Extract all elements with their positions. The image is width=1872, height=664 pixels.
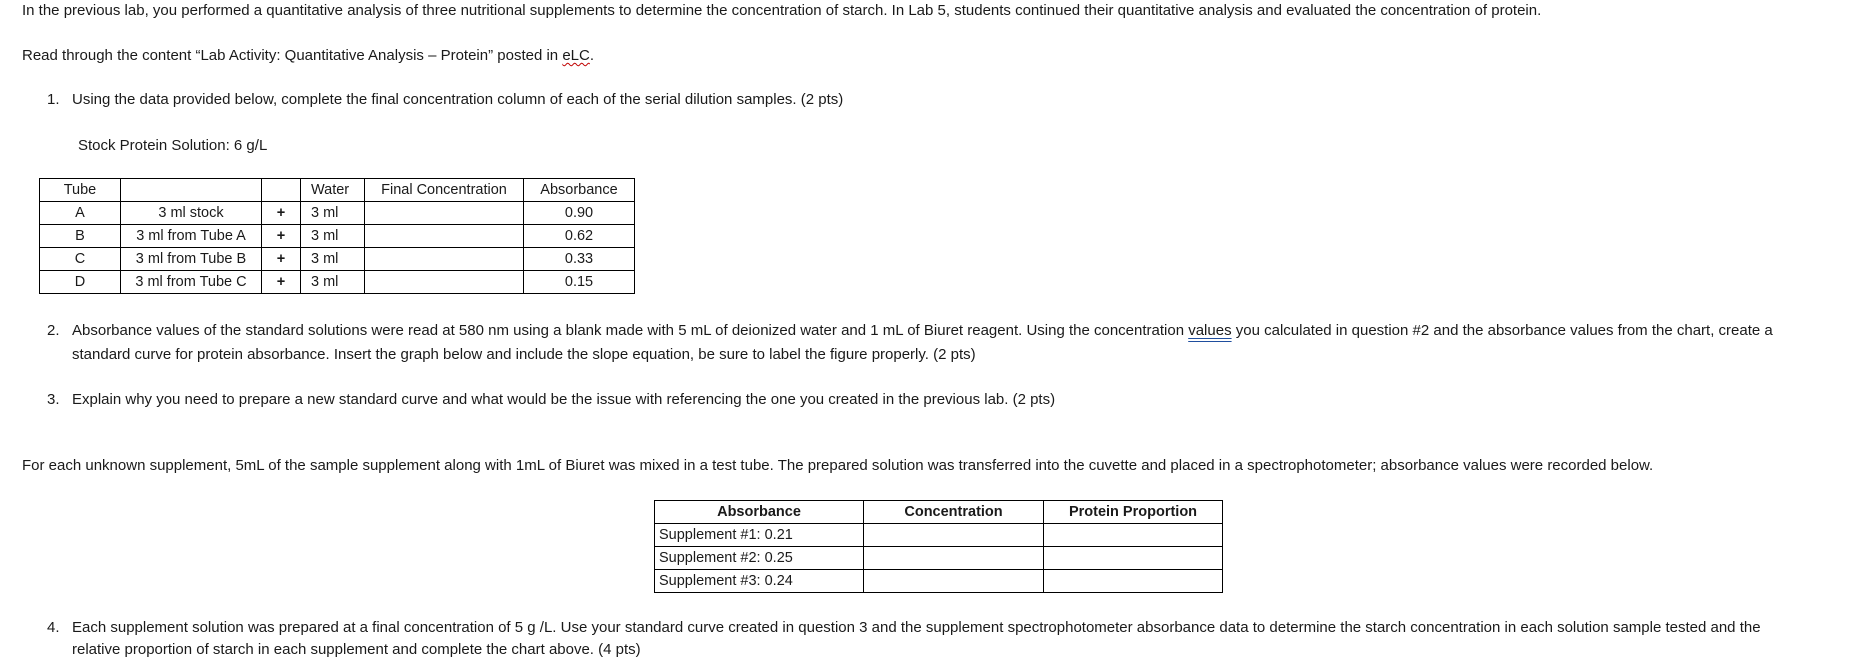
question-2-text-a: Absorbance values of the standard solutions were read at 580 nm using a blank made with 5 mL of deionized water and 1 mL of Biuret reagent. Using the concentration [72, 322, 1189, 339]
final-concentration-cell[interactable] [365, 225, 524, 248]
tube-cell: C [40, 248, 121, 271]
tube-cell: D [40, 271, 121, 294]
header-absorbance: Absorbance [524, 179, 635, 202]
final-concentration-cell[interactable] [365, 271, 524, 294]
question-4 [47, 616, 1847, 664]
supplement-table-header [655, 501, 1223, 524]
volume-cell: 3 ml stock [121, 202, 262, 225]
plus-cell: + [262, 271, 301, 294]
supplement-absorbance-cell: Supplement #2: 0.25 [655, 547, 864, 570]
volume-cell: 3 ml from Tube B [121, 248, 262, 271]
water-cell: 3 ml [301, 225, 365, 248]
table-row [40, 248, 635, 271]
table-row [40, 271, 635, 294]
table-row [655, 524, 1223, 547]
question-4-number: 4. [47, 619, 60, 636]
header-final-concentration: Final Concentration [365, 179, 524, 202]
plus-cell: + [262, 248, 301, 271]
volume-cell: 3 ml from Tube A [121, 225, 262, 248]
supplement-concentration-cell[interactable] [864, 524, 1044, 547]
read-through-text: Read through the content “Lab Activity: Quantitative Analysis – Protein” posted in [22, 47, 563, 64]
supplement-absorbance-cell: Supplement #3: 0.24 [655, 570, 864, 593]
read-through-paragraph [22, 46, 594, 66]
supplement-proportion-cell[interactable] [1044, 570, 1223, 593]
question-2-line-2: standard curve for protein absorbance. Insert the graph below and include the slope equation, be sure to label the figure properly. (2 pts) [72, 346, 976, 363]
question-2-number: 2. [47, 322, 60, 339]
elc-link-text: eLC [562, 47, 590, 64]
question-3 [47, 388, 1847, 412]
question-2-text-b: you calculated in question #2 and the absorbance values from the chart, create a [1231, 322, 1773, 339]
table-row [40, 225, 635, 248]
supplement-intro-paragraph: For each unknown supplement, 5mL of the sample supplement along with 1mL of Biuret was mixed in a test tube. The prepared solution was transferred into the cuvette and placed in a spectrophotometer; absorbance values were recorded below. [22, 457, 1654, 474]
supplement-concentration-cell[interactable] [864, 570, 1044, 593]
tube-cell: B [40, 225, 121, 248]
final-concentration-cell[interactable] [365, 202, 524, 225]
supplement-absorbance-cell: Supplement #1: 0.21 [655, 524, 864, 547]
question-4-line-1: Each supplement solution was prepared at a final concentration of 5 g /L. Use your standard curve created in question 3 and the supplement spectrophotometer absorbance data to determine the starch concentration in each solution sample tested and the [72, 619, 1761, 636]
question-4-line-2: relative proportion of starch in each supplement and complete the chart above. (4 pts) [72, 641, 641, 658]
question-1 [47, 88, 1847, 112]
dilution-table-header [40, 179, 635, 202]
header-tube: Tube [40, 179, 121, 202]
header-concentration: Concentration [864, 501, 1044, 524]
final-concentration-cell[interactable] [365, 248, 524, 271]
water-cell: 3 ml [301, 271, 365, 294]
question-3-number: 3. [47, 391, 60, 408]
supplement-concentration-cell[interactable] [864, 547, 1044, 570]
water-cell: 3 ml [301, 202, 365, 225]
supplement-proportion-cell[interactable] [1044, 547, 1223, 570]
plus-cell: + [262, 202, 301, 225]
table-row [40, 202, 635, 225]
absorbance-cell: 0.33 [524, 248, 635, 271]
question-2 [47, 319, 1847, 367]
absorbance-cell: 0.62 [524, 225, 635, 248]
volume-cell: 3 ml from Tube C [121, 271, 262, 294]
question-1-number: 1. [47, 91, 60, 108]
absorbance-cell: 0.15 [524, 271, 635, 294]
plus-cell: + [262, 225, 301, 248]
table-row [655, 570, 1223, 593]
absorbance-cell: 0.90 [524, 202, 635, 225]
supplement-proportion-cell[interactable] [1044, 524, 1223, 547]
question-2-line-1 [72, 319, 1773, 343]
question-3-text: Explain why you need to prepare a new standard curve and what would be the issue with referencing the one you created in the previous lab. (2 pts) [72, 391, 1056, 408]
water-cell: 3 ml [301, 248, 365, 271]
stock-solution-label: Stock Protein Solution: 6 g/L [78, 137, 268, 154]
header-water: Water [301, 179, 365, 202]
header-volume [121, 179, 262, 202]
header-protein-proportion: Protein Proportion [1044, 501, 1223, 524]
table-row [655, 547, 1223, 570]
question-1-text: Using the data provided below, complete the final concentration column of each of the serial dilution samples. (2 pts) [72, 91, 844, 108]
read-through-period: . [589, 47, 595, 64]
values-link[interactable]: values [1188, 322, 1232, 339]
supplement-table [654, 500, 1223, 593]
tube-cell: A [40, 202, 121, 225]
intro-paragraph: In the previous lab, you performed a quantitative analysis of three nutritional supplements to determine the concentration of starch. In Lab 5, students continued their quantitative analysis and evaluated the concentration of protein. [22, 2, 1542, 19]
header-plus [262, 179, 301, 202]
header-absorbance: Absorbance [655, 501, 864, 524]
dilution-table [39, 178, 635, 294]
